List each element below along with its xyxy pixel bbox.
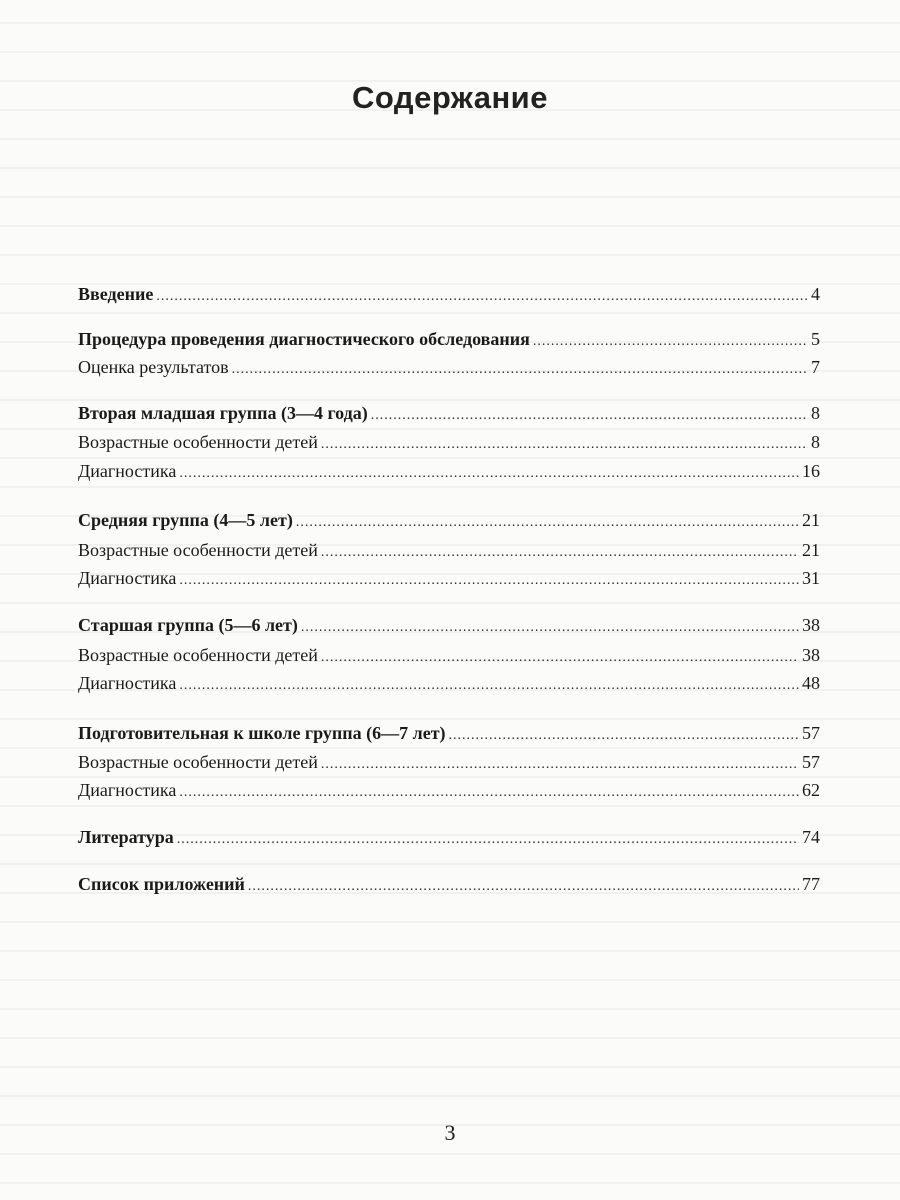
toc-entry-page: 8 xyxy=(811,432,820,452)
toc-entry[interactable] xyxy=(78,283,820,308)
dot-leader xyxy=(321,542,799,564)
toc-entry[interactable] xyxy=(78,328,820,353)
dot-leader xyxy=(179,463,799,485)
toc-entry[interactable] xyxy=(78,826,820,851)
toc-entry-page: 16 xyxy=(802,461,820,481)
toc-entry-label: Литература xyxy=(78,827,174,847)
page-title: Содержание xyxy=(352,80,548,115)
dot-leader xyxy=(179,570,799,592)
toc-entry-page: 57 xyxy=(802,752,820,772)
dot-leader xyxy=(177,829,799,851)
dot-leader xyxy=(179,675,799,697)
toc-entry-page: 4 xyxy=(811,284,820,304)
toc-entry-label: Введение xyxy=(78,284,154,304)
toc-entry-label: Вторая младшая группа (3—4 года) xyxy=(78,403,368,423)
toc-entry-label: Оценка результатов xyxy=(78,357,229,377)
toc-entry-label: Диагностика xyxy=(78,568,177,588)
toc-entry[interactable] xyxy=(78,873,820,898)
dot-leader xyxy=(321,754,799,776)
toc-entry-label: Диагностика xyxy=(78,461,177,481)
toc-entry[interactable] xyxy=(78,779,820,804)
dot-leader xyxy=(321,434,808,456)
dot-leader xyxy=(296,512,799,534)
toc-entry-label: Возрастные особенности детей xyxy=(78,752,318,772)
toc-entry-label: Подготовительная к школе группа (6—7 лет) xyxy=(78,723,446,743)
toc-entry-page: 7 xyxy=(811,357,820,377)
toc-entry[interactable] xyxy=(78,539,820,564)
toc-entry-label: Диагностика xyxy=(78,780,177,800)
dot-leader xyxy=(248,876,799,898)
dot-leader xyxy=(301,617,799,639)
toc-entry[interactable] xyxy=(78,614,820,639)
toc-entry-page: 8 xyxy=(811,403,820,423)
dot-leader xyxy=(232,359,808,381)
page-number: 3 xyxy=(444,1120,456,1145)
toc-entry-page: 38 xyxy=(802,645,820,665)
toc-entry-label: Возрастные особенности детей xyxy=(78,645,318,665)
toc-entry[interactable] xyxy=(78,722,820,747)
toc-entry-page: 31 xyxy=(802,568,820,588)
toc-entry-page: 5 xyxy=(811,329,820,349)
toc-entry-page: 57 xyxy=(802,723,820,743)
toc-entry-page: 21 xyxy=(802,510,820,530)
toc-entry-label: Список приложений xyxy=(78,874,245,894)
toc-entry-page: 48 xyxy=(802,673,820,693)
dot-leader xyxy=(449,725,799,747)
dot-leader xyxy=(371,405,808,427)
toc-entry-label: Процедура проведения диагностического обследования xyxy=(78,329,530,349)
toc-entry[interactable] xyxy=(78,402,820,427)
toc-entry-label: Диагностика xyxy=(78,673,177,693)
toc-entry[interactable] xyxy=(78,567,820,592)
toc-entry-label: Средняя группа (4—5 лет) xyxy=(78,510,293,530)
toc-entry[interactable] xyxy=(78,431,820,456)
toc-entry-page: 77 xyxy=(802,874,820,894)
toc-entry[interactable] xyxy=(78,644,820,669)
toc-entry[interactable] xyxy=(78,751,820,776)
dot-leader xyxy=(156,286,808,308)
toc-entry-page: 21 xyxy=(802,540,820,560)
toc-entry[interactable] xyxy=(78,509,820,534)
toc-entry-page: 62 xyxy=(802,780,820,800)
toc-entry[interactable] xyxy=(78,356,820,381)
dot-leader xyxy=(321,647,799,669)
toc-entry-page: 74 xyxy=(802,827,820,847)
toc-entry-label: Возрастные особенности детей xyxy=(78,432,318,452)
toc-entry-page: 38 xyxy=(802,615,820,635)
dot-leader xyxy=(533,331,808,353)
toc-entry-label: Старшая группа (5—6 лет) xyxy=(78,615,298,635)
toc-entry[interactable] xyxy=(78,460,820,485)
toc-entry[interactable] xyxy=(78,672,820,697)
dot-leader xyxy=(179,782,799,804)
toc-entry-label: Возрастные особенности детей xyxy=(78,540,318,560)
